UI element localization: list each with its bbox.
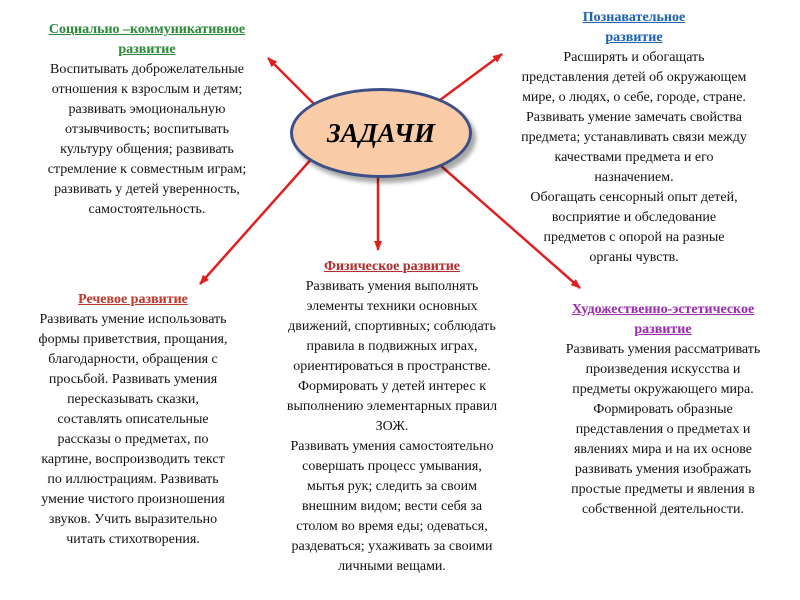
- speech-block: [2, 290, 264, 550]
- art-heading: Художественно-эстетическое развитие: [571, 302, 755, 337]
- cognitive-block: [478, 8, 790, 268]
- social-heading: Социально –коммуникативное развитие: [48, 22, 246, 57]
- social-block: [2, 20, 292, 220]
- cognitive-heading: Познавательное развитие: [582, 10, 686, 45]
- art-block: [532, 300, 794, 520]
- social-text: Воспитывать доброжелательные отношения к взрослым и детям; развивать эмоциональную отзывчивость; воспитывать культуру общения; развивать стремление к совместным играм; развивать у детей уверенность, самостоятельность.: [47, 62, 247, 217]
- center-ellipse: [290, 88, 472, 178]
- cognitive-text: Расширять и обогащать представления детей об окружающем мире, о людях, о себе, городе, стране. Развивать умение замечать свойства предмета; устанавливать связи между качествами предмета и его назначением. Обогащать сенсорный опыт детей, восприятие и обследование предметов с опорой на разные органы чувств.: [521, 50, 747, 265]
- speech-text: Развивать умение использовать формы приветствия, прощания, благодарности, обращения с просьбой. Развивать умения пересказывать сказки, составлять описательные рассказы о предметах, по картине, воспроизводить текст по иллюстрациям. Развивать умение чистого произношения звуков. Учить выразительно читать стихотворения.: [38, 312, 228, 547]
- physical-heading: Физическое развитие: [323, 259, 461, 274]
- speech-heading: Речевое развитие: [78, 292, 188, 307]
- physical-text: Развивать умения выполнять элементы техники основных движений, спортивных; соблюдать правила в подвижных играх, ориентироваться в пространстве. Формировать у детей интерес к выполнению элементарных правил ЗОЖ. Развивать умения самостоятельно совершать процесс умывания, мытья рук; следить за своим внешним видом; вести себя за столом во время еды; одеваться, раздеваться; ухаживать за своими личными вещами.: [286, 279, 498, 574]
- center-label: ЗАДАЧИ: [326, 117, 436, 148]
- physical-block: [252, 257, 532, 577]
- art-text: Развивать умения рассматривать произведения искусства и предметы окружающего мира. Формировать образные представления о предметах и явлениях мира и на их основе развивать умения изображать простые предметы и явления в собственной деятельности.: [565, 342, 761, 517]
